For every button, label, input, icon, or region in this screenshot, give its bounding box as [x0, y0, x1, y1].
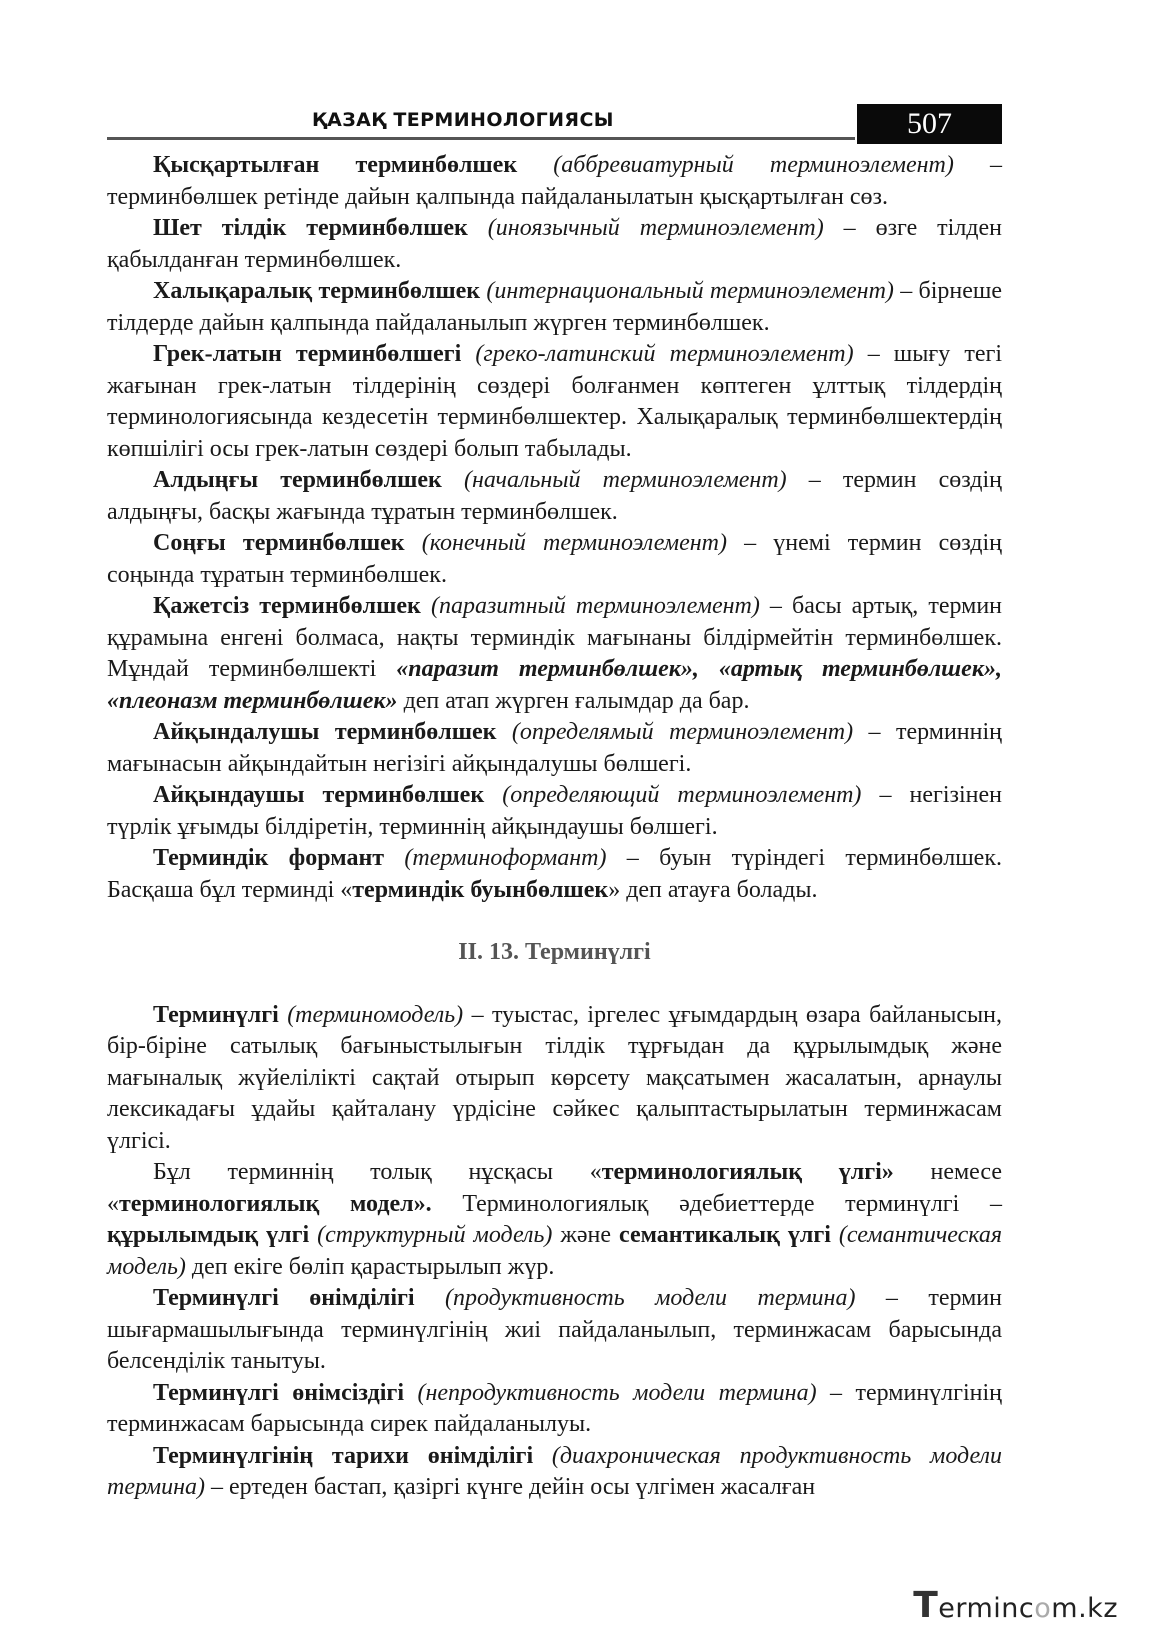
term-name: Терминүлгі өнімділігі: [153, 1285, 415, 1311]
running-header: [107, 104, 1002, 144]
term-name: Алдыңғы терминбөлшек: [153, 467, 442, 493]
term-name: Терминүлгінің тарихи өнімділігі: [153, 1442, 534, 1469]
definitions-terminoelements: [107, 150, 1002, 906]
term-name: Қысқартылған терминбөлшек: [153, 152, 518, 178]
definition-text: – терминүлгінің терминжасам барысында сирек пайдаланылуы.: [107, 1379, 1003, 1437]
definition-text: [404, 1380, 417, 1406]
russian-equivalent: (терминоформант): [404, 845, 607, 871]
russian-equivalent: (семантическая модель): [107, 1222, 1003, 1280]
definition-text: – буын түріндегі терминбөлшек. Басқаша бұл терминді «: [107, 845, 1002, 903]
russian-equivalent: (паразитный терминоэлемент): [430, 593, 760, 619]
definition-text: – негізінен түрлік ұғымды білдіретін, терминнің айқындаушы бөлшегі.: [107, 782, 1003, 840]
term-name: Соңғы терминбөлшек: [153, 530, 405, 556]
page-number: 507: [857, 104, 1002, 144]
russian-equivalent: (диахроническая продуктивность модели термина): [107, 1442, 1003, 1500]
russian-equivalent: (непродуктивность модели термина): [417, 1379, 817, 1406]
russian-equivalent: (начальный терминоэлемент): [463, 467, 787, 493]
definition-paragraph: [107, 465, 1002, 528]
definition-text: деп екіге бөліп қарастырылып жүр.: [185, 1253, 555, 1280]
page-body: [107, 150, 1002, 1504]
definition-paragraph: [107, 717, 1002, 780]
definition-paragraph: [107, 150, 1002, 213]
russian-equivalent: (определямый терминоэлемент): [511, 719, 854, 745]
definition-paragraph: [107, 1283, 1002, 1378]
term-name: Шет тілдік терминбөлшек: [153, 215, 468, 241]
definition-text: [421, 593, 431, 619]
header-rule: [107, 137, 855, 140]
russian-equivalent: (иноязычный терминоэлемент): [487, 215, 824, 241]
definition-text: [831, 1222, 839, 1248]
definition-paragraph: [107, 591, 1002, 717]
definition-paragraph: [107, 528, 1002, 591]
definition-text: [309, 1222, 317, 1248]
russian-equivalent: (аббревиатурный терминоэлемент): [553, 152, 954, 178]
book-title: ҚАЗАҚ ТЕРМИНОЛОГИЯСЫ: [312, 109, 614, 131]
definition-text: – термин сөздің алдыңғы, басқы жағында тұратын терминбөлшек.: [107, 467, 1002, 525]
definition-text: – бірнеше тілдерде дайын қалпында пайдаланылып жүрген терминбөлшек.: [107, 278, 1002, 336]
term-name: Қажетсіз терминбөлшек: [153, 593, 421, 619]
definition-paragraph: [107, 1441, 1002, 1504]
definition-paragraph: [107, 213, 1002, 276]
definition-text: деп атап жүрген ғалымдар да бар.: [397, 687, 750, 714]
definition-text: – термин шығармашылығында терминүлгінің жиі пайдаланылып, терминжасам барысында белсенділік танытуы.: [107, 1285, 1002, 1374]
russian-equivalent: (интернациональный терминоэлемент): [486, 278, 894, 304]
definition-text: [461, 341, 475, 367]
definition-text: – терминбөлшек ретінде дайын қалпында пайдаланылатын қысқартылған сөз.: [107, 152, 1003, 210]
definition-paragraph: [107, 339, 1002, 465]
definition-text: және: [552, 1222, 619, 1248]
term-name: Терминдік формант: [153, 845, 385, 871]
russian-equivalent: (продуктивность модели термина): [445, 1285, 856, 1311]
definition-text: [279, 1002, 287, 1028]
definition-text: » деп атауға болады.: [608, 876, 818, 903]
definition-text: – терминнің мағынасын айқындайтын негізігі айқындалушы бөлшегі.: [107, 719, 1002, 777]
russian-equivalent: (конечный терминоэлемент): [421, 530, 728, 556]
definition-text: – ертеден бастап, қазіргі күнге дейін осы үлгімен жасалған: [205, 1474, 816, 1500]
definition-text: – өзге тілден қабылданған терминбөлшек.: [107, 215, 1003, 273]
definition-paragraph: [107, 1157, 1002, 1283]
definition-paragraph: [107, 276, 1002, 339]
definition-text: [517, 152, 553, 178]
term-name: Айқындалушы терминбөлшек: [153, 719, 497, 745]
term-name: терминдік буынбөлшек: [352, 876, 609, 903]
definition-paragraph: [107, 1000, 1002, 1158]
russian-equivalent: (терминомодель): [287, 1001, 464, 1028]
definition-text: – шығу тегі жағынан грек-латын тілдерінің сөздері болғанмен көптеген ұлттық тілдердің терминологиясында кездесетін терминбөлшектер. Халықаралық терминбөлшектердің көпшілігі осы грек-латын сөздері болып табылады.: [107, 341, 1003, 462]
definitions-term-model: [107, 1000, 1002, 1504]
definition-text: немесе «: [107, 1159, 1003, 1217]
definition-text: [496, 719, 511, 745]
definition-text: – басы артық, термин құрамына енгені болмаса, нақты терминдік мағынаны білдірмейтін терминбөлшек. Мұндай терминбөлшекті: [107, 593, 1003, 682]
definition-text: [533, 1443, 552, 1469]
term-name: терминологиялық модел».: [119, 1190, 432, 1217]
russian-equivalent: (греко-латинский терминоэлемент): [475, 341, 854, 367]
russian-equivalent: (определяющий терминоэлемент): [502, 782, 862, 808]
site-watermark: Termincom.kz: [913, 1585, 1118, 1626]
definition-text: [405, 530, 422, 556]
definition-text: [484, 782, 502, 808]
term-name: Халықаралық терминбөлшек: [153, 278, 481, 304]
term-name: терминологиялық үлгі»: [601, 1159, 894, 1185]
definition-text: Бұл терминнің толық нұсқасы «: [153, 1159, 602, 1185]
definition-text: Терминологиялық әдебиеттерде терминүлгі –: [431, 1190, 1002, 1217]
definition-text: [384, 845, 404, 871]
definition-text: [442, 467, 464, 493]
section-heading: II. 13. Терминүлгі: [458, 939, 651, 965]
term-name: Терминүлгі: [153, 1001, 279, 1028]
term-name: семантикалық үлгі: [619, 1222, 831, 1248]
definition-text: – туыстас, іргелес ұғымдардың өзара байланысын, бір-біріне сатылық бағыныстылығын тілдік тұрғыдан да құрылымдық және мағыналық жүйелілікті сақтай отырып көрсету мақсатымен жасалатын, арнаулы лексикадағы ұдайы қайталану үрдісіне сәйкес қалыптастырылатын терминжасам үлгісі.: [107, 1001, 1003, 1154]
definition-text: «паразит терминбөлшек», «артық терминбөлшек», «плеоназм терминбөлшек»: [107, 656, 1002, 714]
term-name: Терминүлгі өнімсіздігі: [153, 1379, 404, 1406]
definition-paragraph: [107, 780, 1002, 843]
definition-paragraph: [107, 1378, 1002, 1441]
definition-paragraph: [107, 843, 1002, 906]
russian-equivalent: (структурный модель): [317, 1222, 553, 1248]
term-name: құрылымдық үлгі: [107, 1222, 310, 1248]
definition-text: [415, 1285, 445, 1311]
term-name: Грек-латын терминбөлшегі: [153, 341, 462, 367]
definition-text: – үнемі термин сөздің соңында тұратын терминбөлшек.: [107, 530, 1002, 588]
term-name: Айқындаушы терминбөлшек: [153, 782, 485, 808]
definition-text: [468, 215, 488, 241]
